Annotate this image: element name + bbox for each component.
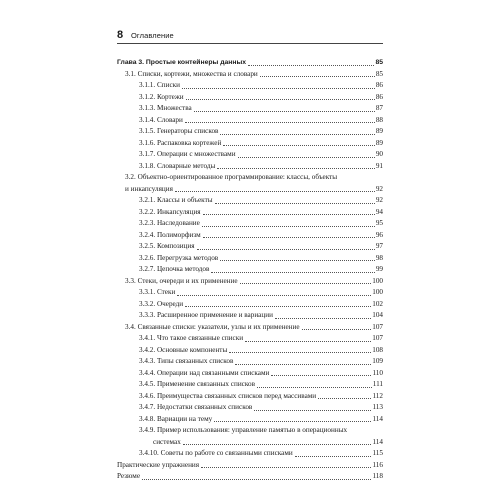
toc-entry-title: 3.4. Связанные списки: указатели, узлы и их применение — [125, 322, 300, 331]
toc-entry-page: 114 — [372, 414, 383, 423]
dot-leader — [215, 203, 375, 204]
toc-entry-page: 108 — [372, 345, 383, 354]
toc-entry-page: 98 — [375, 253, 383, 262]
toc-section[interactable] — [117, 69, 383, 81]
page-number: 8 — [117, 29, 124, 41]
toc-entry-page: 113 — [372, 403, 383, 411]
toc-entry-title: 3.2.7. Цепочка методов — [139, 265, 210, 273]
dot-leader — [201, 467, 371, 468]
dot-leader — [235, 364, 371, 365]
toc-entry-page: 87 — [375, 104, 383, 112]
toc-entry-page: 118 — [372, 472, 383, 480]
toc-subsection[interactable] — [117, 138, 383, 150]
toc-entry-title: 3.4.8. Вариации на тему — [139, 414, 213, 423]
toc-entry-title: 3.4.5. Применение связанных списков — [139, 380, 255, 388]
dot-leader — [238, 157, 375, 158]
toc-subsection[interactable] — [117, 241, 383, 253]
toc-subsection[interactable] — [117, 253, 383, 265]
toc-subsection[interactable] — [117, 379, 383, 391]
toc-entry-title: Резюме — [117, 472, 141, 480]
toc-subsection[interactable] — [117, 448, 383, 460]
toc-subsection[interactable] — [117, 80, 383, 92]
dot-leader — [254, 410, 371, 411]
toc-subsection[interactable] — [117, 92, 383, 104]
dot-leader — [203, 237, 375, 238]
dot-leader — [223, 145, 374, 146]
toc-entry-title: 3.1.6. Распаковка кортежей — [139, 138, 222, 147]
toc-entry-title: 3.4.1. Что такое связанные списки — [139, 334, 244, 342]
dot-leader — [260, 76, 375, 77]
dot-leader — [183, 444, 372, 445]
toc-entry-page: 97 — [375, 242, 383, 250]
dot-leader — [175, 191, 375, 192]
toc-entry-title: 3.4.7. Недостатки связанных списков — [139, 403, 253, 411]
dot-leader — [202, 226, 375, 227]
toc-subsection[interactable] — [117, 126, 383, 138]
toc-entry-page: 102 — [372, 299, 383, 308]
toc-subsection[interactable] — [117, 345, 383, 357]
toc-entry-page: 94 — [375, 207, 383, 216]
toc-entry-title-line1: 3.4.9. Пример использования: управление памятью в операционных — [139, 426, 348, 434]
toc-entry-page: 92 — [375, 196, 383, 204]
dot-leader — [142, 479, 371, 480]
dot-leader — [240, 283, 372, 284]
toc-entry-page: 107 — [372, 334, 383, 342]
running-head: Оглавление — [131, 31, 174, 40]
dot-leader — [182, 88, 375, 89]
toc-entry-title: Практические упражнения — [117, 460, 200, 469]
toc-entry-title: 3.4.3. Типы связанных списков — [139, 357, 234, 365]
toc-entry-page: 114 — [372, 437, 383, 446]
toc-section[interactable] — [117, 460, 383, 472]
toc-entry-title: 3.2.4. Полиморфизм — [139, 230, 201, 239]
toc-entry-page: 92 — [375, 184, 383, 193]
toc-section[interactable] — [117, 276, 383, 288]
toc-entry-title: 3.1.4. Словари — [139, 115, 183, 124]
toc-subsection[interactable] — [117, 264, 383, 276]
toc-entry-page: 107 — [372, 322, 383, 331]
toc-entry-page: 85 — [375, 69, 383, 78]
toc-entry-page: 104 — [372, 311, 383, 319]
toc-entry-page: 89 — [375, 138, 383, 147]
dot-leader — [318, 398, 371, 399]
toc-entry-page: 86 — [375, 81, 383, 89]
toc-entry-page: 115 — [372, 449, 383, 457]
toc-entry-title: 3.1.5. Генераторы списков — [139, 127, 219, 135]
toc-section[interactable] — [117, 322, 383, 334]
toc-subsection[interactable] — [117, 368, 383, 380]
toc-entry-title: 3.3.3. Расширенное применение и вариации — [139, 311, 273, 319]
toc-entry-title: 3.1.3. Множества — [139, 104, 192, 112]
toc-entry-title: Глава 3. Простые контейнеры данных — [117, 59, 247, 66]
dot-leader — [186, 99, 375, 100]
toc-entry-title-line2: и инкапсуляция — [125, 184, 173, 193]
toc-entry-title-line1: 3.2. Объектно-ориентированное программирование: классы, объекты — [125, 173, 338, 181]
toc-entry-title: 3.1. Списки, кортежи, множества и словари — [125, 69, 258, 78]
toc-entry-page: 88 — [375, 115, 383, 124]
toc-entry-page: 86 — [375, 92, 383, 101]
toc-entry-title: 3.2.5. Композиция — [139, 242, 195, 250]
toc-entry-title: 3.4.2. Основные компоненты — [139, 345, 228, 354]
dot-leader — [185, 306, 371, 307]
dot-leader — [302, 329, 372, 330]
dot-leader — [295, 456, 372, 457]
toc-entry-page: 90 — [375, 150, 383, 158]
dot-leader — [203, 214, 375, 215]
toc-subsection[interactable] — [117, 218, 383, 230]
toc-section[interactable] — [117, 471, 383, 483]
dot-leader — [248, 65, 374, 66]
dot-leader — [185, 122, 375, 123]
toc-entry-title: 3.1.1. Списки — [139, 81, 180, 89]
toc-entry-page: 96 — [375, 230, 383, 239]
toc-entry-title: 3.4.4. Операции над связанными списками — [139, 368, 270, 377]
toc-entry-title: 3.1.2. Кортежи — [139, 92, 184, 101]
toc-entry-title: 3.2.6. Перегрузка методов — [139, 253, 219, 262]
header-rule — [117, 43, 383, 44]
toc-entry-title: 3.4.6. Преимущества связанных списков перед массивами — [139, 391, 317, 400]
toc-entry-title: 3.2.2. Инкапсуляция — [139, 207, 201, 216]
toc-entry-page: 110 — [372, 368, 383, 377]
toc-entry-page: 100 — [372, 276, 383, 285]
toc-entry-page: 111 — [372, 380, 383, 388]
dot-leader — [217, 168, 374, 169]
toc-entry-page: 116 — [372, 460, 383, 469]
dot-leader — [197, 249, 375, 250]
dot-leader — [211, 272, 374, 273]
toc-subsection[interactable] — [117, 356, 383, 368]
toc-subsection[interactable] — [117, 230, 383, 242]
dot-leader — [257, 387, 372, 388]
toc-subsection[interactable] — [117, 195, 383, 207]
toc-subsection[interactable] — [117, 287, 383, 299]
toc-subsection[interactable] — [117, 161, 383, 173]
toc-subsection[interactable] — [117, 207, 383, 219]
toc-entry-title: 3.4.10. Советы по работе со связанными списками — [139, 449, 293, 457]
dot-leader — [275, 318, 371, 319]
page-header — [117, 29, 383, 41]
toc-entry-page: 89 — [375, 127, 383, 135]
toc-entry-title: 3.3. Стеки, очереди и их применение — [125, 276, 238, 285]
toc-entry-title: 3.2.3. Наследование — [139, 219, 200, 227]
toc-subsection[interactable] — [117, 391, 383, 403]
toc-entry-title: 3.1.7. Операции с множествами — [139, 150, 236, 158]
toc-subsection[interactable] — [117, 425, 383, 448]
dot-leader — [194, 111, 375, 112]
dot-leader — [271, 375, 371, 376]
toc-entry-title: 3.3.2. Очереди — [139, 299, 184, 308]
dot-leader — [220, 260, 375, 261]
toc-entry-title: 3.1.8. Словарные методы — [139, 161, 216, 170]
toc-section[interactable] — [117, 172, 383, 195]
toc-entry-title: 3.2.1. Классы и объекты — [139, 196, 213, 204]
toc-subsection[interactable] — [117, 333, 383, 345]
table-of-contents — [117, 57, 383, 483]
toc-entry-title: 3.3.1. Стеки — [139, 288, 176, 296]
toc-entry-page: 112 — [372, 391, 383, 400]
dot-leader — [177, 295, 371, 296]
toc-subsection[interactable] — [117, 414, 383, 426]
toc-subsection[interactable] — [117, 299, 383, 311]
toc-subsection[interactable] — [117, 402, 383, 414]
toc-entry-page: 99 — [375, 265, 383, 273]
toc-entry-page: 100 — [372, 288, 383, 296]
dot-leader — [220, 134, 374, 135]
dot-leader — [229, 352, 371, 353]
toc-entry-page: 85 — [375, 59, 383, 66]
toc-chapter[interactable] — [117, 57, 383, 69]
toc-entry-page: 91 — [375, 161, 383, 170]
toc-entry-page: 109 — [372, 357, 383, 365]
toc-subsection[interactable] — [117, 149, 383, 161]
toc-subsection[interactable] — [117, 103, 383, 115]
dot-leader — [245, 341, 371, 342]
toc-subsection[interactable] — [117, 115, 383, 127]
toc-entry-page: 95 — [375, 219, 383, 227]
toc-subsection[interactable] — [117, 310, 383, 322]
dot-leader — [214, 421, 371, 422]
toc-entry-title-line2: системах — [153, 437, 181, 446]
